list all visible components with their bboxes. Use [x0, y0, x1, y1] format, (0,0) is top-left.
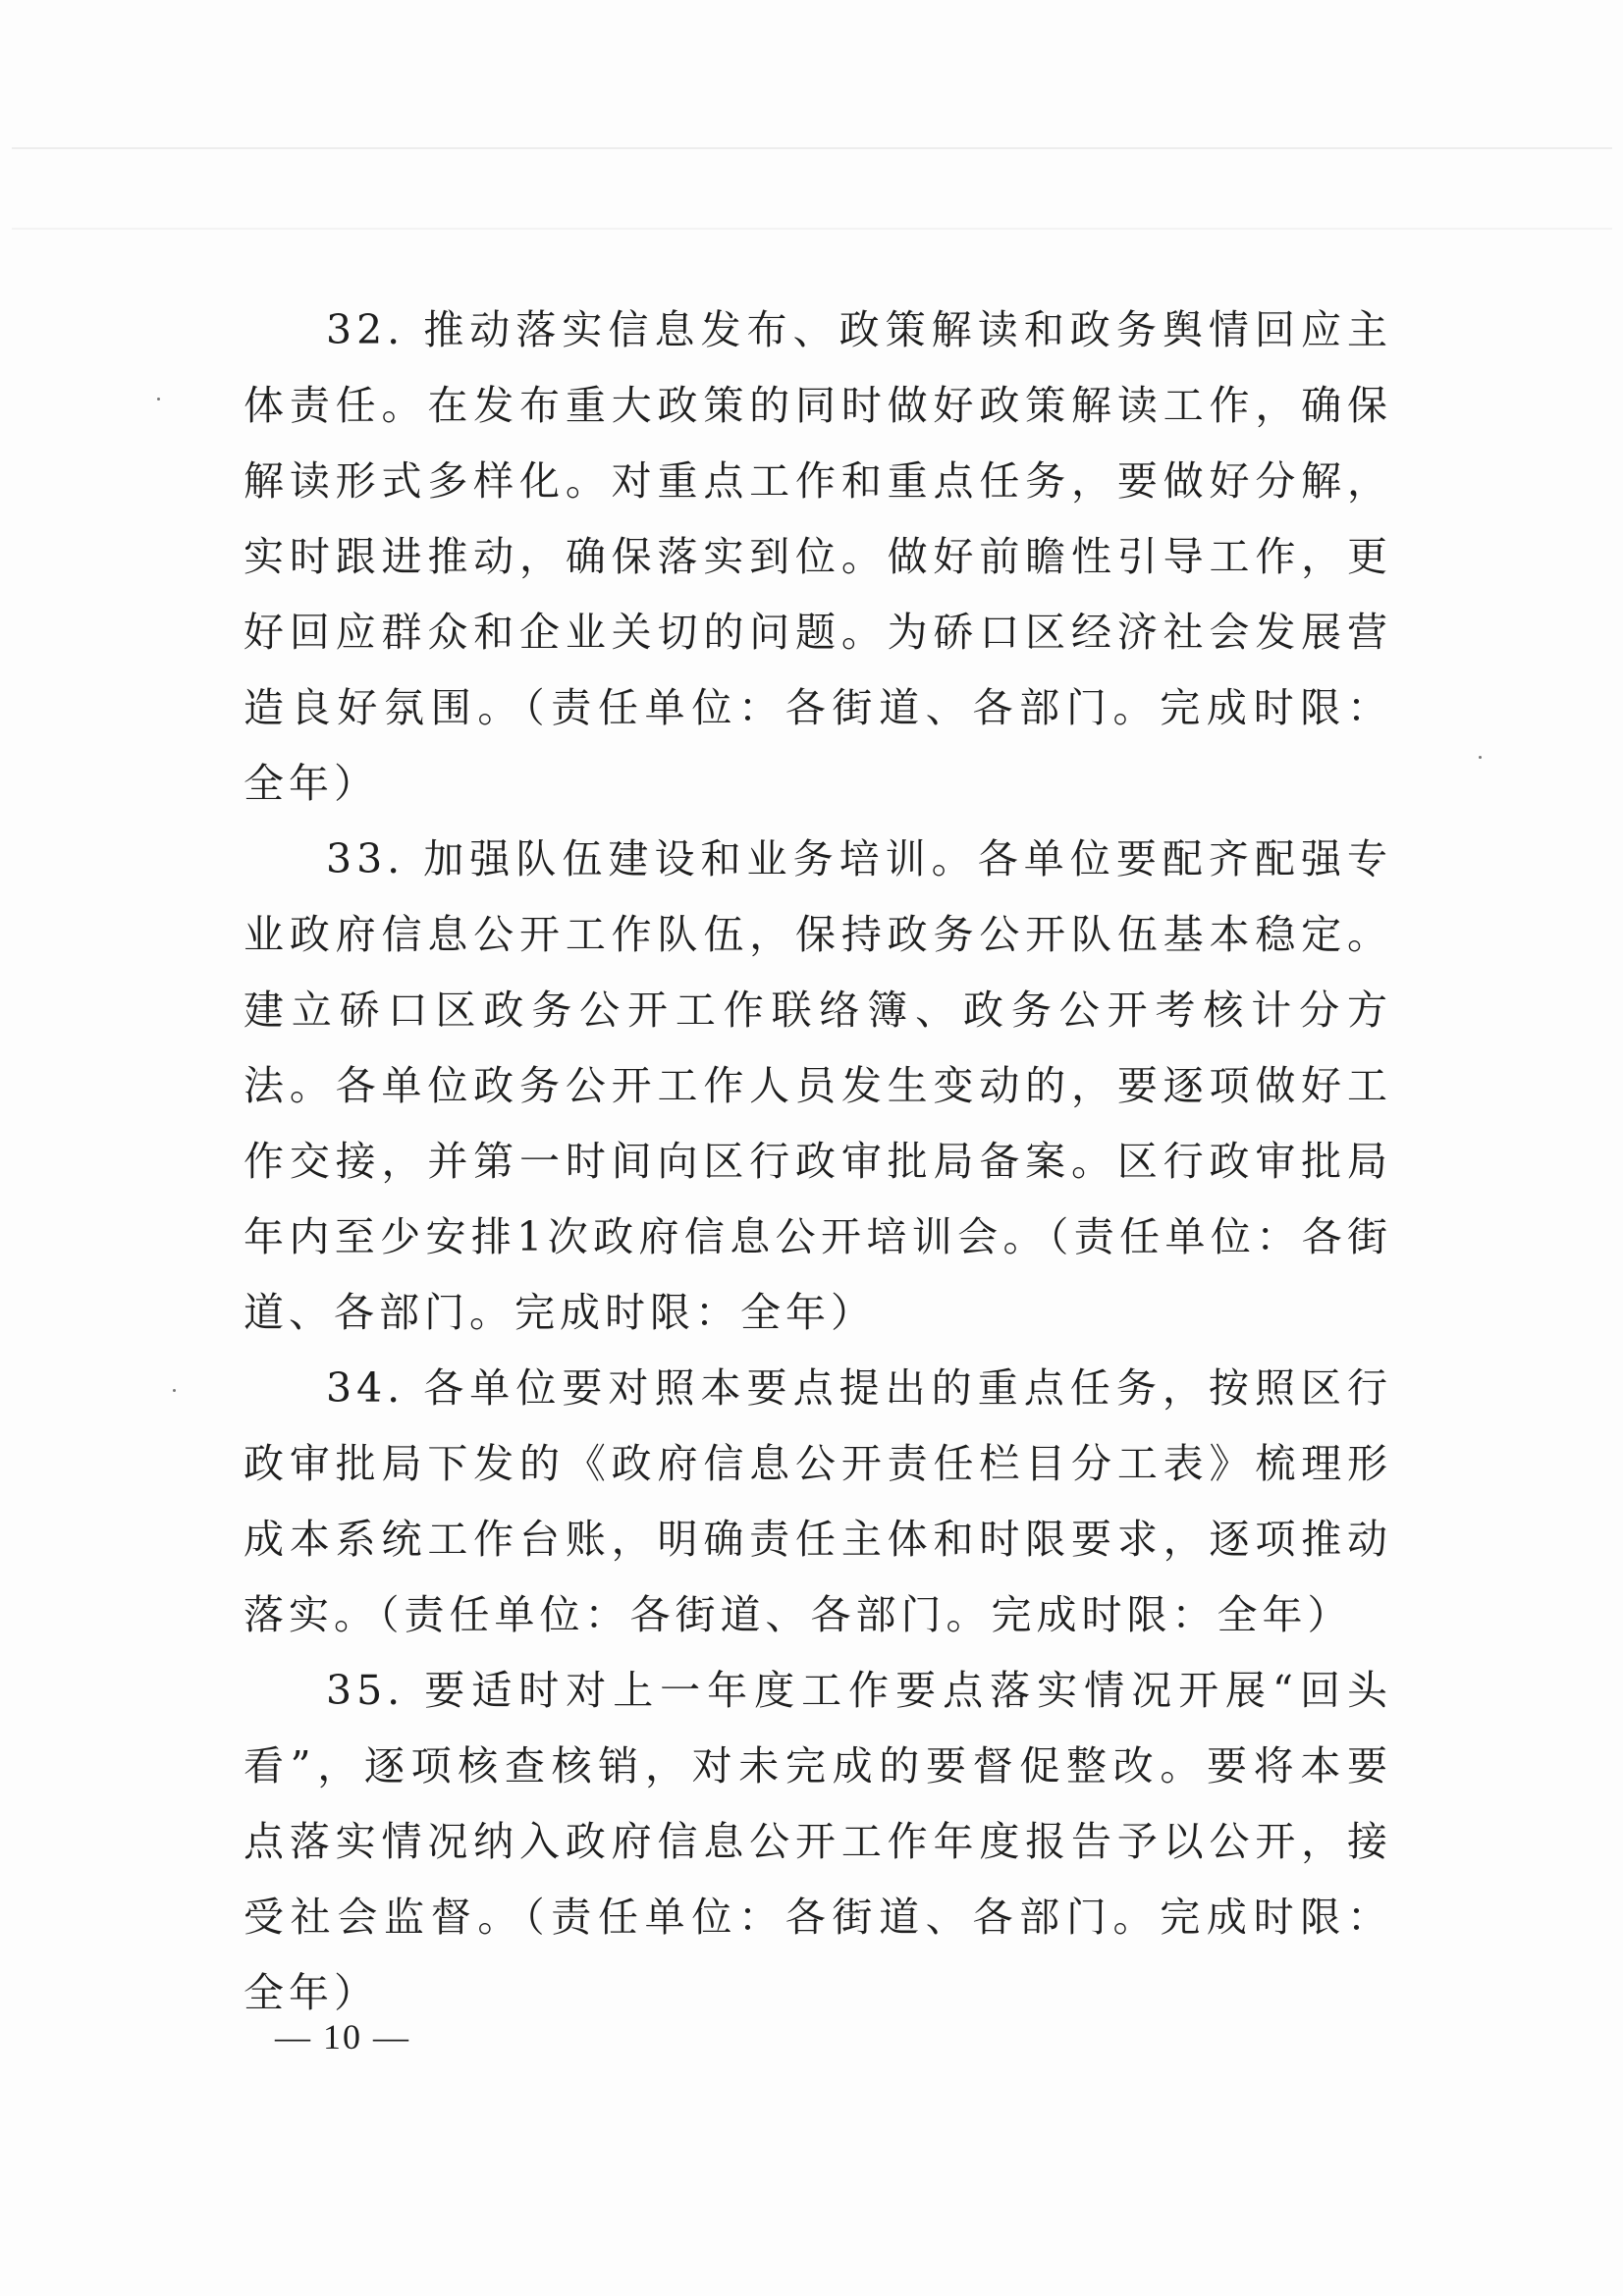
page-number: — 10 —	[275, 2017, 410, 2056]
scan-speck	[157, 398, 160, 400]
scan-artifact	[12, 228, 1612, 230]
document-body	[243, 293, 1392, 2031]
scan-speck	[1479, 756, 1482, 759]
paragraph-33: 33. 加强队伍建设和业务培训。各单位要配齐配强专业政府信息公开工作队伍，保持政务公开队伍基本稳定。建立硚口区政务公开工作联络簿、政务公开考核计分方法。各单位政务公开工作人员发生变动的，要逐项做好工作交接，并第一时间向区行政审批局备案。区行政审批局年内至少安排1次政府信息公开培训会。（责任单位：各街道、各部门。完成时限：全年）	[243, 835, 1392, 1336]
paragraph-32: 32. 推动落实信息发布、政策解读和政务舆情回应主体责任。在发布重大政策的同时做好政策解读工作，确保解读形式多样化。对重点工作和重点任务，要做好分解，实时跟进推动，确保落实到位。做好前瞻性引导工作，更好回应群众和企业关切的问题。为硚口区经济社会发展营造良好氛围。（责任单位：各街道、各部门。完成时限：全年）	[243, 306, 1392, 807]
paragraph-34: 34. 各单位要对照本要点提出的重点任务，按照区行政审批局下发的《政府信息公开责任栏目分工表》梳理形成本系统工作台账，明确责任主体和时限要求，逐项推动落实。（责任单位：各街道、各部门。完成时限：全年）	[243, 1364, 1392, 1638]
scan-artifact	[12, 147, 1612, 149]
scan-speck	[173, 1389, 176, 1392]
paragraph-35: 35. 要适时对上一年度工作要点落实情况开展“回头看”，逐项核查核销，对未完成的要督促整改。要将本要点落实情况纳入政府信息公开工作年度报告予以公开，接受社会监督。（责任单位：各街道、各部门。完成时限：全年）	[243, 1667, 1392, 2016]
